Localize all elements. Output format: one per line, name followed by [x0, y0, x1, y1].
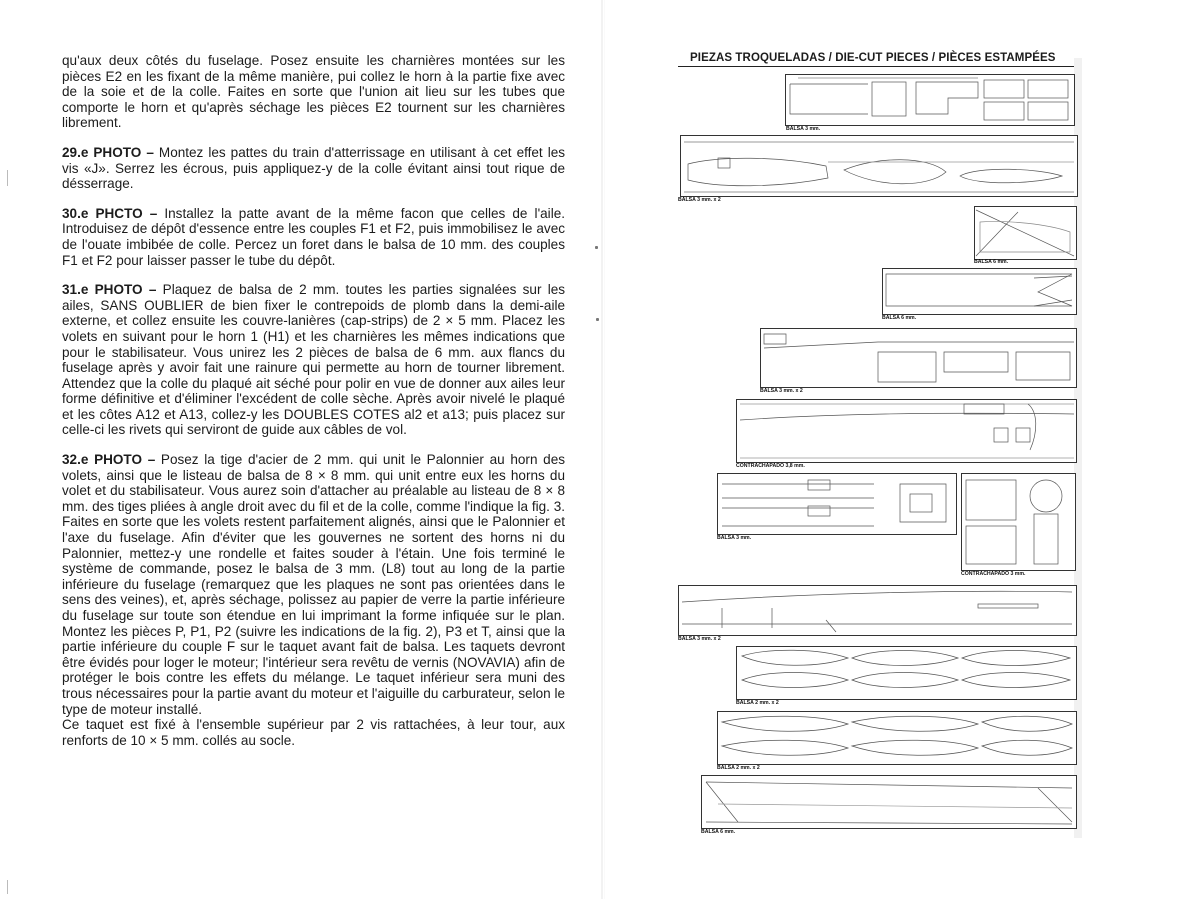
- instruction-step-29: 29.e PHOTO – Montez les pattes du train d'atterrissage en utilisant à cet effet les vis «J». Serrez les écrous, puis appliquez-y de la colle évitant ainsi tout rique de désserrage.: [62, 144, 566, 192]
- sheet-label: CONTRACHAPADO 3 mm.: [961, 571, 1026, 577]
- sheet-label: BALSA 6 mm.: [882, 315, 917, 321]
- instruction-paragraph-final: Ce taquet est fixé à l'ensemble supérieur par 2 vis rattachées, à leur tour, aux renforts de 10 × 5 mm. collés au socle.: [62, 717, 565, 748]
- sheet-label: BALSA 3 mm.: [786, 126, 821, 132]
- sheet-label: BALSA 3 mm. x 2: [678, 197, 721, 203]
- sheet-label: BALSA 2 mm. x 2: [736, 700, 779, 706]
- step-heading: PHOTO: [93, 144, 142, 160]
- step-text: Plaquez de balsa de 2 mm. toutes les parties signalées sur les ailes, SANS OUBLIER de bien fixer le contrepoids de plomb dans la demi-aile externe, et collez ensuite les couvre-lanières (cap-strips) de 2 × 5 mm. Placez les volets en suivant pour le horn 1 (H1) et les charnières les mêmes indications que pour le stabilisateur. Vous unirez les 2 pièces de balsa de 6 mm. aux flancs du fuselage après y avoir fait une rainure qui permette au horn de tourner librement. Attendez que la colle du plaqué ait séché pour polir en vue de donner aux ailes leur forme définitive et d'éliminer l'excédent de colle sèche. Après avoir nivelé le plaqué et les côtes A12 et A13, collez-y les DOUBLES COTES al2 et a13; puis placez sur celle-ci les rivets qui serviront de guide aux câbles de vol.: [62, 282, 566, 438]
- instructions-column: [62, 53, 565, 762]
- page-gutter: [601, 0, 603, 899]
- step-number: 32.e: [62, 452, 89, 468]
- step-number: 31.e: [62, 282, 89, 298]
- instruction-step-31: 31.e PHOTO – Plaquez de balsa de 2 mm. toutes les parties signalées sur les ailes, SANS OUBLIER de bien fixer le contrepoids de plomb dans la demi-aile externe, et collez ensuite les couvre-lanières (cap-strips) de 2 × 5 mm. Placez les volets en suivant pour le horn 1 (H1) et les charnières les mêmes indications que pour le stabilisateur. Vous unirez les 2 pièces de balsa de 6 mm. aux flancs du fuselage après y avoir fait une rainure qui permette au horn de tourner librement. Attendez que la colle du plaqué ait séché pour polir en vue de donner aux ailes leur forme définitive et d'éliminer l'excédent de colle sèche. Après avoir nivelé le plaqué et les côtes A12 et A13, collez-y les DOUBLES COTES al2 et a13; puis placez sur celle-ci les rivets qui serviront de guide aux câbles de vol.: [62, 282, 566, 438]
- step-heading: PHCTO: [95, 205, 143, 221]
- sheet-label: BALSA 2 mm. x 2: [717, 765, 760, 771]
- plan-title: PIEZAS TROQUELADAS / DIE-CUT PIECES / PIÈCES ESTAMPÉES: [690, 52, 1056, 64]
- scan-edge-mark: [7, 170, 8, 186]
- scan-speck: [596, 318, 599, 321]
- die-cut-pieces-plan: [678, 52, 1078, 842]
- step-heading: PHOTO: [94, 282, 143, 298]
- step-text: Posez la tige d'acier de 2 mm. qui unit le Palonnier au horn des volets, ainsi que le listeau de balsa de 8 × 8 mm. qui unit entre eux les horns du volet et du stabilisateur. Vous aurez soin d'attacher au préalable au listeau de 8 × 8 mm. des tiges pliées à angle droit avec du fil et de la colle, comme l'indique la fig. 3. Faites en sorte que les volets restent parfaitement alignés, ainsi que le Palonnier et l'axe du fuselage. Afin d'éviter que les gouvernes ne sortent des horns ni du Palonnier, mettez-y une rondelle et faites souder à l'étain. Une fois terminé le système de commande, posez le balsa de 3 mm. (L8) tout au long de la partie inférieure du fuselage (remarquez que les plaques ne sont pas orientées dans le sens des veines), et, après séchage, polissez au papier de verre la partie inférieure du fuselage sur toute son étendue en lui imprimant la forme infiquée sur le plan. Montez les pièces P, P1, P2 (suivre les indications de la fig. 2), P3 et T, ainsi que la partie inférieure du couple F sur le taquet avant fait de balsa. Les taquets devront être évidés pour loger le moteur; l'intérieur sera revêtu de vernis (NOVAVIA) afin de protéger le bois contre les effets du mélange. Le taquet inférieur sera muni des trous nécessaires pour la partie avant du moteur et l'aiguille du carburateur, selon le type de moteur installé.: [62, 452, 566, 717]
- sheet-label: BALSA 3 mm. x 2: [760, 388, 803, 394]
- sheet-label: BALSA 6 mm.: [701, 829, 736, 835]
- step-text: Installez la patte avant de la même facon que celles de l'aile. Introduisez de dépôt d'essence entre les couples F1 et F2, puis immobilisez le avec de l'ouate imbibée de colle. Percez un foret dans le balsa de 10 mm. des couples F1 et F2 pour laisser passer le tube du dépôt.: [62, 205, 566, 268]
- sheet-label: BALSA 3 mm.: [717, 535, 752, 541]
- sheet-label: BALSA 6 mm.: [974, 259, 1009, 265]
- parts-outline-drawing: [678, 52, 1078, 842]
- sheet-label: CONTRACHAPADO 3,8 mm.: [736, 463, 805, 469]
- instruction-step-30: 30.e PHCTO – Installez la patte avant de la même facon que celles de l'aile. Introduisez de dépôt d'essence entre les couples F1 et F2, puis immobilisez le avec de l'ouate imbibée de colle. Percez un foret dans le balsa de 10 mm. des couples F1 et F2 pour laisser passer le tube du dépôt.: [62, 205, 566, 268]
- step-heading: PHOTO: [94, 452, 142, 468]
- sheet-label: BALSA 3 mm. x 2: [678, 636, 721, 642]
- instruction-step-32: 32.e PHOTO – Posez la tige d'acier de 2 mm. qui unit le Palonnier au horn des volets, ainsi que le listeau de balsa de 8 × 8 mm. qui unit entre eux les horns du volet et du stabilisateur. Vous aurez soin d'attacher au préalable au listeau de 8 × 8 mm. des tiges pliées à angle droit avec du fil et de la colle, comme l'indique la fig. 3. Faites en sorte que les volets restent parfaitement alignés, ainsi que le Palonnier et l'axe du fuselage. Afin d'éviter que les gouvernes ne sortent des horns ni du Palonnier, mettez-y une rondelle et faites souder à l'étain. Une fois terminé le système de commande, posez le balsa de 3 mm. (L8) tout au long de la partie inférieure du fuselage (remarquez que les plaques ne sont pas orientées dans le sens des veines), et, après séchage, polissez au papier de verre la partie inférieure du fuselage sur toute son étendue en lui imprimant la forme infiquée sur le plan. Montez les pièces P, P1, P2 (suivre les indications de la fig. 2), P3 et T, ainsi que la partie inférieure du couple F sur le taquet avant fait de balsa. Les taquets devront être évidés pour loger le moteur; l'intérieur sera revêtu de vernis (NOVAVIA) afin de protéger le bois contre les effets du mélange. Le taquet inférieur sera muni des trous nécessaires pour la partie avant du moteur et l'aiguille du carburateur, selon le type de moteur installé.: [62, 452, 566, 717]
- step-number: 30.e: [62, 205, 89, 221]
- page-gutter-shadow: [604, 0, 605, 899]
- step-text: Montez les pattes du train d'atterrissage en utilisant à cet effet les vis «J». Serrez les écrous, puis appliquez-y de la colle évitant ainsi tout rique de désserrage.: [62, 144, 566, 192]
- step-number: 29.e: [62, 144, 89, 160]
- instruction-paragraph-continued: qu'aux deux côtés du fuselage. Posez ensuite les charnières montées sur les pièces E2 en les fixant de la même manière, pui collez le horn à la partie fixe avec de la soie et de la colle. Faites en sorte que l'union ait lieu sur les tubes que comporte le horn et qu'après séchage les pièces E2 tournent sur les charnières librement.: [62, 53, 565, 131]
- scan-speck: [595, 246, 598, 249]
- scan-edge-mark: [7, 880, 8, 894]
